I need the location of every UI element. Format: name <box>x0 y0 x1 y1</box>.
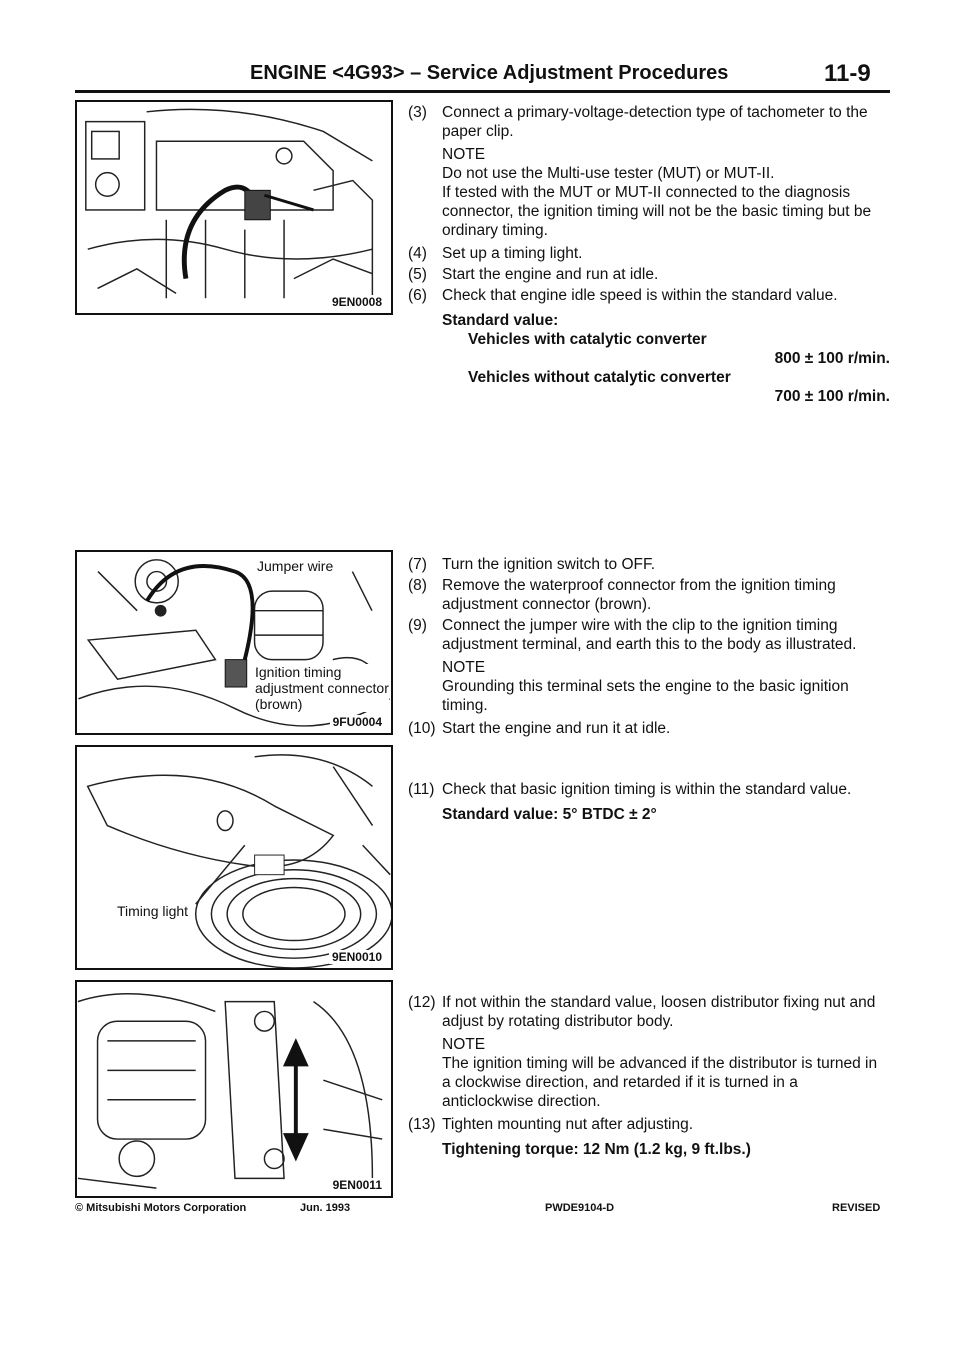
step-number: (5) <box>408 266 427 283</box>
figure-code: 9FU0004 <box>330 715 385 729</box>
step-text: Check that basic ignition timing is within the standard value. <box>442 781 852 798</box>
distributor-illustration <box>77 982 391 1196</box>
note <box>408 145 890 240</box>
note <box>408 1035 890 1111</box>
engine-illustration <box>77 102 391 313</box>
note-line: Grounding this terminal sets the engine to the basic ignition timing. <box>442 678 849 714</box>
step-text: Remove the waterproof connector from the ignition timing adjustment connector (brown). <box>442 577 836 613</box>
step-number: (7) <box>408 556 427 573</box>
step-text: Start the engine and run at idle. <box>442 266 659 283</box>
step-text: Connect a primary-voltage-detection type of tachometer to the paper clip. <box>442 104 868 140</box>
step-8 <box>408 576 890 614</box>
std-with-converter-value: 800 ± 100 r/min. <box>774 350 890 367</box>
label-jumper-wire: Jumper wire <box>257 558 334 574</box>
footer-doc-code: PWDE9104-D <box>545 1202 615 1214</box>
figure-timing-light <box>75 745 393 970</box>
step-3 <box>408 103 890 141</box>
footer-revised: REVISED <box>832 1202 881 1214</box>
figure-code: 9EN0011 <box>330 1178 385 1192</box>
step-number: (11) <box>408 781 435 798</box>
note-label: NOTE <box>442 146 486 163</box>
step-number: (12) <box>408 994 436 1011</box>
procedure-block-basic-timing <box>408 780 890 824</box>
figure-distributor <box>75 980 393 1198</box>
step-text: If not within the standard value, loosen distributor fixing nut and adjust by rotating distributor body. <box>442 994 876 1030</box>
page-number: 11-9 <box>824 60 871 87</box>
step-5 <box>408 265 890 284</box>
tightening-torque: Tightening torque: 12 Nm (1.2 kg, 9 ft.lbs.) <box>442 1141 751 1158</box>
note-line: If tested with the MUT or MUT-II connected to the diagnosis connector, the ignition timing will not be the basic timing but be ordinary timing. <box>442 184 872 239</box>
step-number: (3) <box>408 104 427 121</box>
standard-value <box>408 311 890 406</box>
note <box>408 658 890 715</box>
timing-light-illustration <box>77 747 391 968</box>
step-6 <box>408 286 890 305</box>
step-number: (10) <box>408 720 436 737</box>
footer-date: Jun. 1993 <box>300 1202 351 1214</box>
step-text: Tighten mounting nut after adjusting. <box>442 1116 694 1133</box>
note-label: NOTE <box>442 659 486 676</box>
step-number: (4) <box>408 245 427 262</box>
procedure-block-idle-speed <box>408 103 890 406</box>
step-number: (9) <box>408 617 427 634</box>
footer-copyright: © Mitsubishi Motors Corporation <box>75 1202 247 1214</box>
step-text: Connect the jumper wire with the clip to the ignition timing adjustment terminal, and earth this to the body as illustrated. <box>442 617 857 653</box>
step-text: Set up a timing light. <box>442 245 583 262</box>
step-4 <box>408 244 890 263</box>
figure-tachometer-clip <box>75 100 393 315</box>
step-10 <box>408 719 890 738</box>
std-with-converter: Vehicles with catalytic converter <box>468 331 707 348</box>
figure-jumper-wire <box>75 550 393 735</box>
step-11 <box>408 780 890 799</box>
standard-value-label: Standard value: <box>442 312 559 329</box>
note-line: Do not use the Multi-use tester (MUT) or MUT-II. <box>442 165 775 182</box>
step-text: Turn the ignition switch to OFF. <box>442 556 656 573</box>
label-timing-light: Timing light <box>117 903 189 919</box>
header-divider <box>75 90 890 93</box>
std-without-converter: Vehicles without catalytic converter <box>468 369 731 386</box>
step-7 <box>408 555 890 574</box>
page-title: ENGINE <4G93> – Service Adjustment Procedures <box>250 62 729 84</box>
step-number: (8) <box>408 577 427 594</box>
step-12 <box>408 993 890 1031</box>
step-text: Start the engine and run it at idle. <box>442 720 671 737</box>
procedure-block-distributor <box>408 993 890 1159</box>
standard-value-timing: Standard value: 5° BTDC ± 2° <box>442 806 657 823</box>
step-9 <box>408 616 890 654</box>
std-without-converter-value: 700 ± 100 r/min. <box>774 388 890 405</box>
label-ignition-connector: Ignition timing adjustment connector (brown) <box>255 664 389 712</box>
figure-code: 9EN0008 <box>329 295 385 309</box>
figure-code: 9EN0010 <box>329 950 385 964</box>
step-13 <box>408 1115 890 1134</box>
note-label: NOTE <box>442 1036 486 1053</box>
note-line: The ignition timing will be advanced if the distributor is turned in a clockwise direction, and retarded if it is turned in a anticlockwise direction. <box>442 1055 878 1110</box>
procedure-block-connector <box>408 555 890 740</box>
step-number: (13) <box>408 1116 436 1133</box>
step-number: (6) <box>408 287 427 304</box>
step-text: Check that engine idle speed is within the standard value. <box>442 287 838 304</box>
